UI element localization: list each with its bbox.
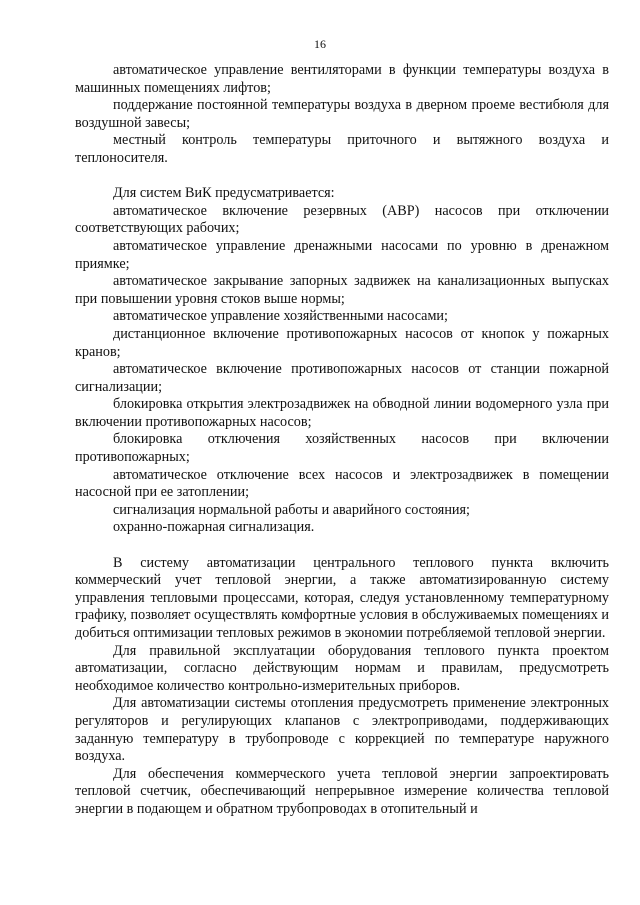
list-item: блокировка отключения хозяйственных насосов при включении противопожарных; — [75, 431, 609, 466]
paragraph-gap — [75, 537, 609, 555]
paragraph: поддержание постоянной температуры воздуха в дверном проеме вестибюля для воздушной завесы; — [75, 97, 609, 131]
paragraph-gap — [75, 168, 609, 186]
list-item: сигнализация нормальной работы и аварийного состояния; — [113, 501, 470, 518]
paragraph: Для обеспечения коммерческого учета тепловой энергии запроектировать тепловой счетчик, обеспечивающий непрерывное измерение количества тепловой энергии в подающем и обратном трубопроводах в отопительный и — [75, 765, 609, 817]
list-item: автоматическое включение противопожарных насосов от станции пожарной сигнализации; — [75, 361, 609, 395]
list-item: автоматическое закрывание запорных задвижек на канализационных выпусках при повышении уровня стоков выше нормы; — [75, 273, 609, 307]
paragraph: автоматическое управление вентиляторами в функции температуры воздуха в машинных помещениях лифтов; — [75, 62, 609, 96]
page-content — [75, 62, 609, 819]
list-item: автоматическое включение резервных (АВР) насосов при отключении соответствующих рабочих; — [75, 202, 609, 237]
paragraph: В систему автоматизации центрального теплового пункта включить коммерческий учет тепловой энергии, а также автоматизированную систему управления тепловыми процессами, которая, следуя установленному температурному графику, позволяет осуществлять комфортные условия в обслуживаемых помещениях и добиться оптимизации тепловых режимов в экономии потребляемой тепловой энергии. — [75, 554, 609, 641]
list-item: автоматическое отключение всех насосов и электрозадвижек в помещении насосной при ее затоплении; — [75, 466, 609, 501]
paragraph: местный контроль температуры приточного и вытяжного воздуха и теплоносителя. — [75, 132, 609, 166]
section-heading: Для систем ВиК предусматривается: — [113, 185, 335, 202]
page-number: 16 — [314, 37, 326, 51]
list-item: автоматическое управление хозяйственными насосами; — [113, 308, 448, 325]
paragraph: Для правильной эксплуатации оборудования теплового пункта проектом автоматизации, согласно действующим нормам и правилам, предусмотреть необходимое количество контрольно-измерительных приборов. — [75, 642, 609, 694]
paragraph: Для автоматизации системы отопления предусмотреть применение электронных регуляторов и регулирующих клапанов с электроприводами, поддерживающих заданную температуру в трубопроводе с коррекцией по температуре наружного воздуха. — [75, 695, 609, 765]
list-item: дистанционное включение противопожарных насосов от кнопок у пожарных кранов; — [75, 325, 609, 360]
list-item: автоматическое управление дренажными насосами по уровню в дренажном приямке; — [75, 237, 609, 272]
list-item: охранно-пожарная сигнализация. — [113, 519, 315, 536]
list-item: блокировка открытия электрозадвижек на обводной линии водомерного узла при включении противопожарных насосов; — [75, 396, 609, 430]
